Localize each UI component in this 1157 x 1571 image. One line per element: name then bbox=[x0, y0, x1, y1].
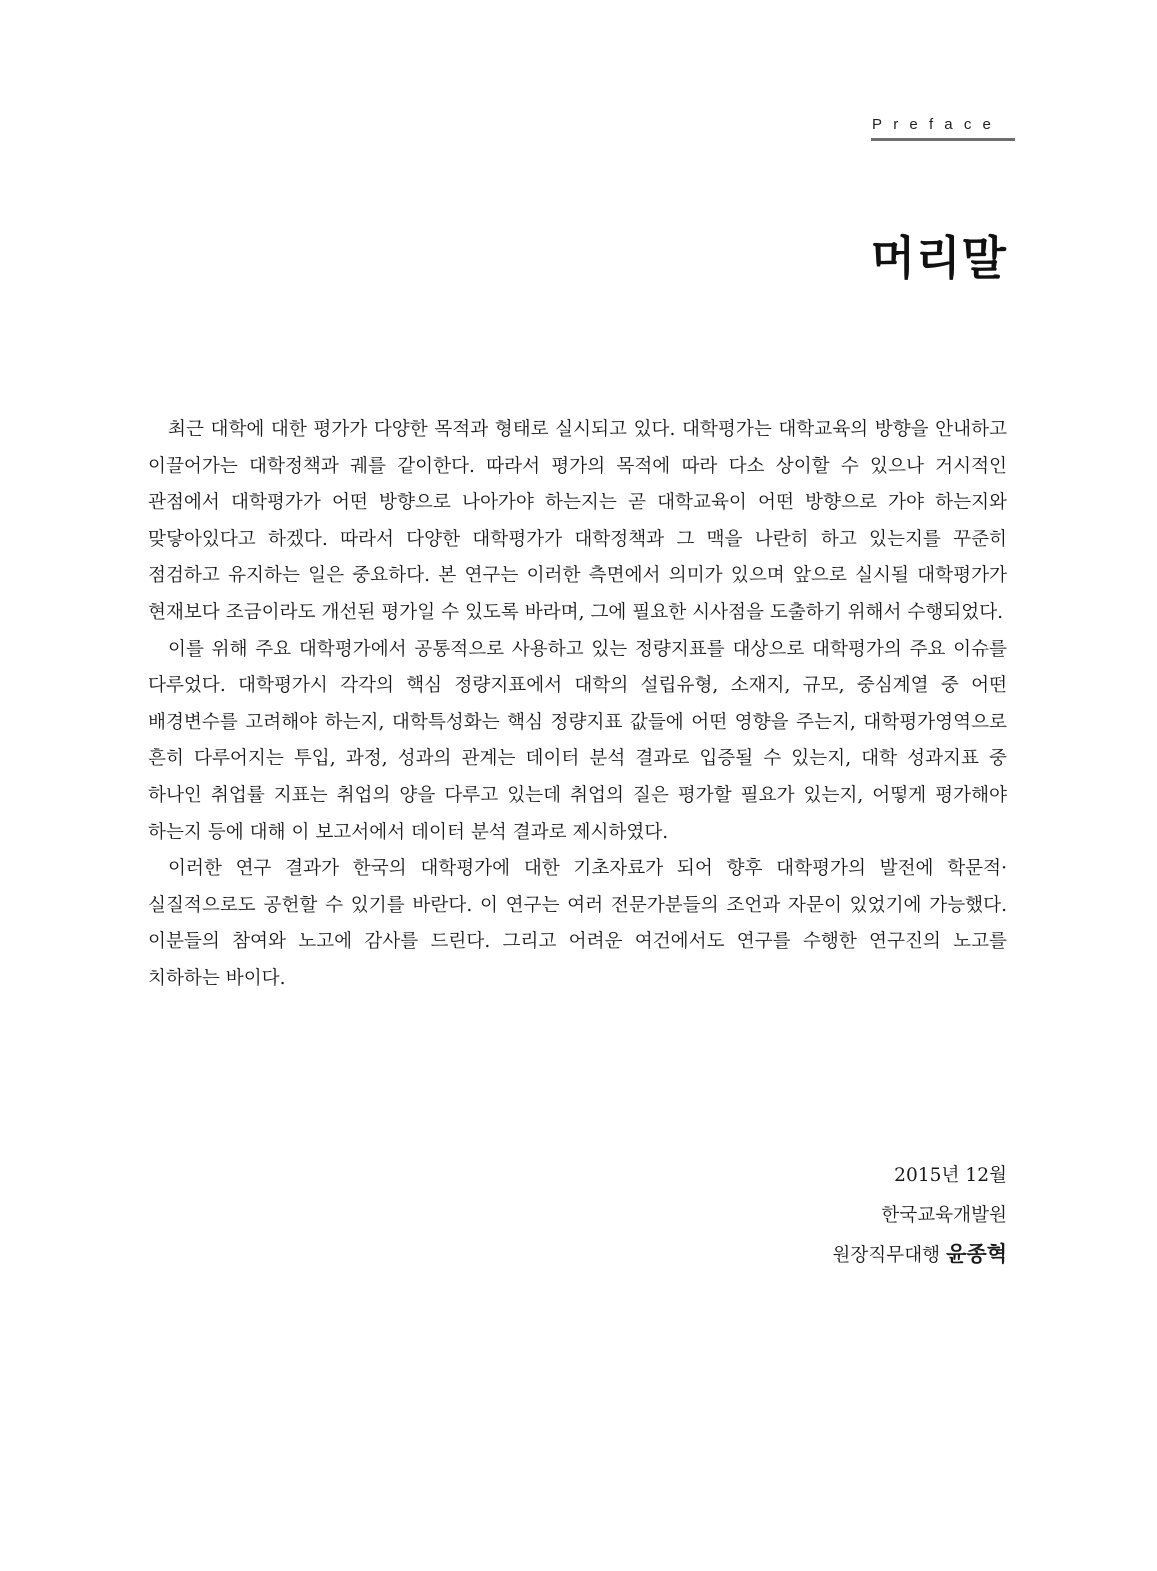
signature-block bbox=[832, 1156, 1007, 1276]
signature-date: 2015년 12월 bbox=[894, 1165, 1007, 1186]
signature-organization: 한국교육개발원 bbox=[881, 1204, 1007, 1226]
preface-body bbox=[148, 412, 1007, 998]
signature-name: 윤종혁 bbox=[946, 1242, 1007, 1266]
signature-position: 원장직무대행 bbox=[832, 1245, 941, 1266]
paragraph-1: 최근 대학에 대한 평가가 다양한 목적과 형태로 실시되고 있다. 대학평가는 대학교육의 방향을 안내하고 이끌어가는 대학정책과 궤를 같이한다. 따라서 평가의 목적에 따라 다소 상이할 수 있으나 거시적인 관점에서 대학평가가 어떤 방향으로 나아가야 하는지는 곧 대학교육이 어떤 방향으로 가야 하는지와 맞닿아있다고 하겠다. 따라서 다양한 대학평가가 대학정책과 그 맥을 나란히 하고 있는지를 꾸준히 점검하고 유지하는 일은 중요하다. 본 연구는 이러한 측면에서 의미가 있으며 앞으로 실시될 대학평가가 현재보다 조금이라도 개선된 평가일 수 있도록 바라며, 그에 필요한 시사점을 도출하기 위해서 수행되었다. bbox=[148, 419, 1007, 623]
section-label: Preface bbox=[872, 116, 1003, 133]
page-title: 머리말 bbox=[870, 231, 1007, 285]
signature-line bbox=[832, 1235, 1007, 1276]
header-rule bbox=[871, 138, 1015, 141]
paragraph-3: 이러한 연구 결과가 한국의 대학평가에 대한 기초자료가 되어 향후 대학평가의 발전에 학문적·실질적으로도 공헌할 수 있기를 바란다. 이 연구는 여러 전문가분들의 조언과 자문이 있었기에 가능했다. 이분들의 참여와 노고에 감사를 드린다. 그리고 어려운 여건에서도 연구를 수행한 연구진의 노고를 치하하는 바이다. bbox=[148, 858, 1007, 989]
paragraph-2: 이를 위해 주요 대학평가에서 공통적으로 사용하고 있는 정량지표를 대상으로 대학평가의 주요 이슈를 다루었다. 대학평가시 각각의 핵심 정량지표에서 대학의 설립유형, 소재지, 규모, 중심계열 중 어떤 배경변수를 고려해야 하는지, 대학특성화는 핵심 정량지표 값들에 어떤 영향을 주는지, 대학평가영역으로 흔히 다루어지는 투입, 과정, 성과의 관계는 데이터 분석 결과로 입증될 수 있는지, 대학 성과지표 중 하나인 취업률 지표는 취업의 양을 다루고 있는데 취업의 질은 평가할 필요가 있는지, 어떻게 평가해야 하는지 등에 대해 이 보고서에서 데이터 분석 결과로 제시하였다. bbox=[148, 638, 1007, 843]
